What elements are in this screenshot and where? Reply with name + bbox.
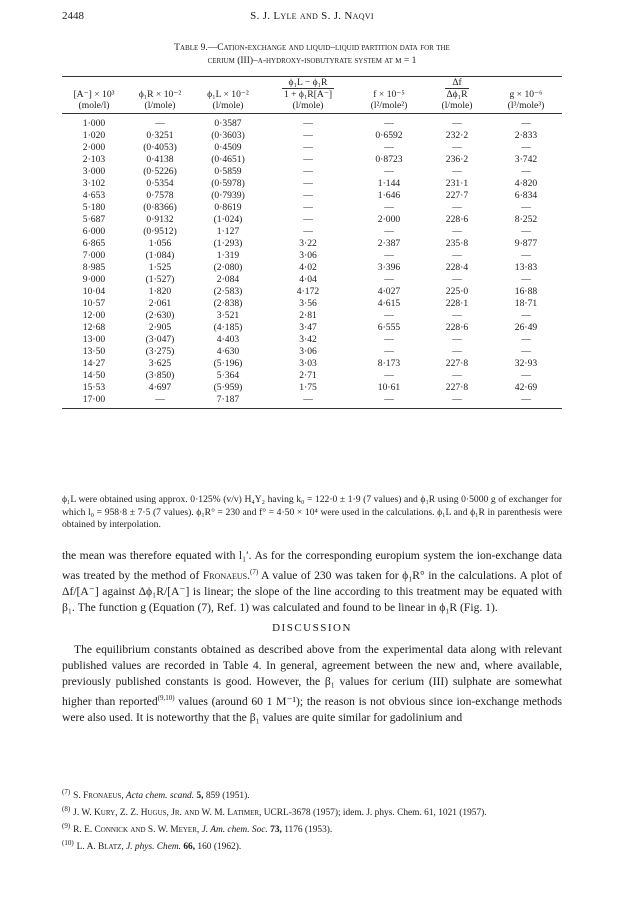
table-row xyxy=(62,394,562,409)
table-cell: 10·61 xyxy=(377,382,401,393)
table-cell: 2·084 xyxy=(216,274,240,285)
table-cell: 2·387 xyxy=(377,238,401,249)
reference-7: $^{(7)}$ S. Fronaeus, Acta chem. scand. 5, 859 (1951). xyxy=(62,788,250,802)
table-body xyxy=(62,114,562,409)
table-cell: 1·000 xyxy=(82,118,106,129)
table-row xyxy=(62,370,562,382)
table-row xyxy=(62,286,562,298)
paragraph-1: the mean was therefore equated with l₁′. As for the corresponding europium system the ion-exchange data was treated by the method of Fronaeus.$^{(7)}$ A value of 230 was taken for ϕ₁R° in the calculations. A plot of Δf/[A⁻] against Δϕ₁R/[A⁻] is linear; the slope of the line according to this treatment may be equated with β₁. The function g (Equation (7), Ref. 1) was calculated and found to be linear in ϕ₁R (Fig. 1). xyxy=(62,549,562,614)
table-row xyxy=(62,202,562,214)
table-cell: — xyxy=(384,250,394,261)
table-cell: 3·03 xyxy=(299,358,317,369)
table-cell: 2·103 xyxy=(82,154,106,165)
table-row xyxy=(62,178,562,190)
table-cell: 228·6 xyxy=(445,214,469,225)
table-cell: — xyxy=(384,166,394,177)
table-cell: (2·583) xyxy=(213,286,243,297)
table-cell: — xyxy=(303,130,313,141)
table-cell: 1·020 xyxy=(82,130,106,141)
table-cell: (3·047) xyxy=(145,334,175,345)
author-name: Fronaeus. xyxy=(202,568,250,582)
table-cell: 1·525 xyxy=(148,262,172,273)
table-cell: 0·5354 xyxy=(146,178,174,189)
table-row xyxy=(62,226,562,238)
table-cell: 9·877 xyxy=(514,238,538,249)
table-cell: 4·027 xyxy=(377,286,401,297)
table-cell: — xyxy=(452,118,462,129)
table-cell: — xyxy=(452,166,462,177)
table-cell: — xyxy=(452,334,462,345)
table-cell: 4·697 xyxy=(148,382,172,393)
table-cell: 1·646 xyxy=(377,190,401,201)
table-cell: 4·615 xyxy=(377,298,401,309)
table-cell: 2·000 xyxy=(82,142,106,153)
table-row xyxy=(62,334,562,346)
table-cell: (0·3603) xyxy=(211,130,245,141)
table-cell: 0·3251 xyxy=(146,130,174,141)
col-header-phi1l: ϕ₁L × 10⁻² (l/mole) xyxy=(194,77,262,114)
table-row xyxy=(62,298,562,310)
table-cell: (3·275) xyxy=(145,346,175,357)
running-title: S. J. Lyle and S. J. Naqvi xyxy=(250,10,374,22)
table-cell: 7·187 xyxy=(194,394,262,409)
table-cell: 225·0 xyxy=(445,286,469,297)
table-cell: 6·834 xyxy=(514,190,538,201)
table-cell: 14·27 xyxy=(82,358,106,369)
table-cell: — xyxy=(384,142,394,153)
table-cell: 3·521 xyxy=(216,310,240,321)
table-cell: 8·173 xyxy=(377,358,401,369)
table-cell: — xyxy=(303,202,313,213)
table-cell: (1·527) xyxy=(145,274,175,285)
table-cell: 3·22 xyxy=(299,238,317,249)
table-row xyxy=(62,130,562,142)
paragraph-2: The equilibrium constants obtained as described above from the experimental data along with relevant published values are recorded in Table 4. In general, agreement between the new and, where available, previously published constants is good. However, the β₁ values for cerium (III) sulphate are somewhat higher than reported$^{(9,10)}$ values (around 60 1 M⁻¹); the reason is not obvious since ion-exchange methods were also used. It is noteworthy that the β₁ values are quite similar for gadolinium and xyxy=(62,643,562,724)
page-number: 2448 xyxy=(62,10,84,22)
table-cell: 228·1 xyxy=(445,298,469,309)
table-row xyxy=(62,322,562,334)
table-cell: (0·5226) xyxy=(143,166,177,177)
section-heading: DISCUSSION xyxy=(272,622,352,634)
table-row xyxy=(62,274,562,286)
table-cell: — xyxy=(303,226,313,237)
references xyxy=(62,786,562,855)
table-cell: 2·71 xyxy=(299,370,317,381)
table-cell: — xyxy=(303,118,313,129)
table-cell: 235·8 xyxy=(445,238,469,249)
table-cell: (3·850) xyxy=(145,370,175,381)
table-cell: 2·000 xyxy=(377,214,401,225)
table-cell: 4·04 xyxy=(299,274,317,285)
table-row xyxy=(62,262,562,274)
table-row xyxy=(62,114,562,131)
table-cell: — xyxy=(262,394,354,409)
table-cell: 1·319 xyxy=(216,250,240,261)
col-header-phi1r: ϕ₁R × 10⁻² (l/mole) xyxy=(126,77,194,114)
table-cell: 10·04 xyxy=(82,286,106,297)
table-cell: — xyxy=(452,226,462,237)
table-cell: — xyxy=(521,310,531,321)
table-cell: (0·9512) xyxy=(143,226,177,237)
table-row xyxy=(62,250,562,262)
table-cell: (1·024) xyxy=(213,214,243,225)
table-cell: 3·742 xyxy=(514,154,538,165)
table-cell: 15·53 xyxy=(82,382,106,393)
col-header-delta-f: $\frac{\Delta f}{\text{Δϕ₁R}}$ (l/mole) xyxy=(424,77,490,114)
table-cell: — xyxy=(452,202,462,213)
col-header-ratio: $\frac{\text{ϕ₁L − ϕ₁R}}{\text{1 + ϕ₁R[A⁻]}}$ (l/mole) xyxy=(262,77,354,114)
table-cell: (0·8366) xyxy=(143,202,177,213)
table-cell: 227·8 xyxy=(445,382,469,393)
table-cell: 6·865 xyxy=(82,238,106,249)
table-cell: 5·364 xyxy=(216,370,240,381)
table-cell: — xyxy=(452,142,462,153)
table-cell: (0·4053) xyxy=(143,142,177,153)
table-cell: 5·180 xyxy=(82,202,106,213)
table-cell: 6·555 xyxy=(377,322,401,333)
table-cell: — xyxy=(384,274,394,285)
table-cell: 8·252 xyxy=(514,214,538,225)
col-header-g: g × 10⁻⁶ (l³/mole³) xyxy=(490,77,562,114)
table-cell: 8·985 xyxy=(82,262,106,273)
table-row xyxy=(62,382,562,394)
table-cell: 4·630 xyxy=(216,346,240,357)
col-header-anion: [A⁻] × 10³ (mole/l) xyxy=(62,77,126,114)
table-cell: (5·959) xyxy=(213,382,243,393)
table-cell: (1·293) xyxy=(213,238,243,249)
table-cell: 0·4509 xyxy=(214,142,242,153)
table-cell: — xyxy=(521,250,531,261)
table-cell: 13·50 xyxy=(82,346,106,357)
table-cell: 0·3587 xyxy=(214,118,242,129)
table-cell: (0·7939) xyxy=(211,190,245,201)
table-cell: (4·185) xyxy=(213,322,243,333)
table-cell: (2·838) xyxy=(213,298,243,309)
table-cell: 9·000 xyxy=(82,274,106,285)
table-cell: 227·8 xyxy=(445,358,469,369)
table-cell: 14·50 xyxy=(82,370,106,381)
reference-10: $^{(10)}$ L. A. Blatz, J. phys. Chem. 66, 160 (1962). xyxy=(62,839,242,853)
table-cell: 1·144 xyxy=(377,178,401,189)
table-cell: — xyxy=(303,190,313,201)
table-cell: 1·127 xyxy=(216,226,240,237)
table-cell: (2·080) xyxy=(213,262,243,273)
table-cell: — xyxy=(303,214,313,225)
table-cell: (2·630) xyxy=(145,310,175,321)
page-header xyxy=(62,10,562,26)
table-cell: — xyxy=(452,274,462,285)
table-cell: 0·8619 xyxy=(214,202,242,213)
table-row xyxy=(62,190,562,202)
table-cell: — xyxy=(452,370,462,381)
table-cell: 13·83 xyxy=(514,262,538,273)
table-row xyxy=(62,154,562,166)
table-cell: — xyxy=(452,250,462,261)
table-cell: — xyxy=(384,202,394,213)
table-row xyxy=(62,166,562,178)
table-cell: — xyxy=(521,142,531,153)
table-cell: 236·2 xyxy=(445,154,469,165)
table-cell: 3·06 xyxy=(299,346,317,357)
table-cell: 0·4138 xyxy=(146,154,174,165)
table-cell: — xyxy=(521,166,531,177)
table-cell: — xyxy=(303,178,313,189)
table-cell: 0·6592 xyxy=(375,130,403,141)
table-cell: 18·71 xyxy=(514,298,538,309)
table-cell: 3·000 xyxy=(82,166,106,177)
table-cell: 0·5859 xyxy=(214,166,242,177)
table-cell: — xyxy=(384,334,394,345)
table-cell: — xyxy=(521,226,531,237)
table-cell: — xyxy=(303,166,313,177)
table-caption xyxy=(100,42,524,68)
table-cell: 231·1 xyxy=(445,178,469,189)
table-cell: (1·084) xyxy=(145,250,175,261)
table-cell: (5·196) xyxy=(213,358,243,369)
table-cell: 232·2 xyxy=(445,130,469,141)
table-cell: 2·061 xyxy=(148,298,172,309)
table-cell: 1·75 xyxy=(299,382,317,393)
table-cell: — xyxy=(384,226,394,237)
table-cell: 13·00 xyxy=(82,334,106,345)
table-cell: 3·42 xyxy=(299,334,317,345)
table-cell: 0·8723 xyxy=(375,154,403,165)
table-cell: 6·000 xyxy=(82,226,106,237)
table-row xyxy=(62,310,562,322)
table-cell: 2·81 xyxy=(299,310,317,321)
citation: (7) xyxy=(249,568,259,576)
table-cell: — xyxy=(384,370,394,381)
table-cell: 10·57 xyxy=(82,298,106,309)
table-cell: 26·49 xyxy=(514,322,538,333)
table-cell: 2·905 xyxy=(148,322,172,333)
table-cell: — xyxy=(354,394,424,409)
table-cell: — xyxy=(303,154,313,165)
table-cell: — xyxy=(452,310,462,321)
table-cell: 42·69 xyxy=(514,382,538,393)
table-caption-line-1: Table 9.—Cation-exchange and liquid–liquid partition data for the xyxy=(174,43,450,53)
table-cell: 32·93 xyxy=(514,358,538,369)
reference-8: $^{(8)}$ J. W. Kury, Z. Z. Hugus, Jr. and W. M. Latimer, UCRL-3678 (1957); idem. J. phys. Chem. 61, 1021 (1957). xyxy=(62,805,487,819)
table-cell: — xyxy=(521,202,531,213)
table-cell: 4·820 xyxy=(514,178,538,189)
table-cell: 1·056 xyxy=(148,238,172,249)
table-cell: 5·687 xyxy=(82,214,106,225)
table-cell: 12·00 xyxy=(82,310,106,321)
table-cell: 1·820 xyxy=(148,286,172,297)
table-cell: 2·833 xyxy=(514,130,538,141)
table-cell: — xyxy=(521,346,531,357)
table-caption-line-2: cerium (III)–α-hydroxy-isobutyrate system at μ = 1 xyxy=(207,56,417,66)
table-cell: 3·102 xyxy=(82,178,106,189)
table-footnote: ϕ₁L were obtained using approx. 0·125% (v/v) H₄Y₂ having k₀ = 122·0 ± 1·9 (7 values) and ϕ₁R using 0·5000 g of exchanger for which l₀ = 958·8 ± 7·5 (7 values). ϕ₁R° = 230 and f° = 4·50 × 10⁴ were used in the calculations. ϕ₁L and ϕ₁R in parenthesis were obtained by interpolation. xyxy=(62,494,562,530)
citation: (9,10) xyxy=(157,694,175,702)
table-cell: 3·47 xyxy=(299,322,317,333)
table-cell: 4·172 xyxy=(296,286,320,297)
table-cell: 3·625 xyxy=(148,358,172,369)
table-row xyxy=(62,358,562,370)
table-cell: — xyxy=(521,118,531,129)
table-cell: 12·68 xyxy=(82,322,106,333)
table-cell: 16·88 xyxy=(514,286,538,297)
table-cell: 4·02 xyxy=(299,262,317,273)
table-row xyxy=(62,142,562,154)
col-header-f: f × 10⁻⁵ (l²/mole²) xyxy=(354,77,424,114)
table-cell: 7·000 xyxy=(82,250,106,261)
table-cell: — xyxy=(521,370,531,381)
table-cell: — xyxy=(490,394,562,409)
table-row xyxy=(62,346,562,358)
table-cell: 3·56 xyxy=(299,298,317,309)
reference-9: $^{(9)}$ R. E. Connick and S. W. Meyer, J. Am. chem. Soc. 73, 1176 (1953). xyxy=(62,822,333,836)
table-cell: — xyxy=(155,118,165,129)
table-cell: — xyxy=(384,118,394,129)
table-cell: 228·4 xyxy=(445,262,469,273)
table-cell: — xyxy=(126,394,194,409)
table-cell: 228·6 xyxy=(445,322,469,333)
table-cell: 227·7 xyxy=(445,190,469,201)
table-cell: 0·9132 xyxy=(146,214,174,225)
table-cell: — xyxy=(384,346,394,357)
data-table xyxy=(62,76,562,409)
table-cell: — xyxy=(424,394,490,409)
table-cell: 3·396 xyxy=(377,262,401,273)
table-row xyxy=(62,238,562,250)
table-cell: — xyxy=(521,274,531,285)
table-cell: (0·4651) xyxy=(211,154,245,165)
table-cell: (0·5978) xyxy=(211,178,245,189)
table-cell: 4·403 xyxy=(216,334,240,345)
table-cell: — xyxy=(452,346,462,357)
table-header-row xyxy=(62,77,562,114)
table-cell: — xyxy=(521,334,531,345)
table-cell: — xyxy=(384,310,394,321)
table-cell: 0·7578 xyxy=(146,190,174,201)
table-cell: — xyxy=(303,142,313,153)
table-cell: 3·06 xyxy=(299,250,317,261)
table-cell: 4·653 xyxy=(82,190,106,201)
table-row xyxy=(62,214,562,226)
table-cell: 17·00 xyxy=(62,394,126,409)
